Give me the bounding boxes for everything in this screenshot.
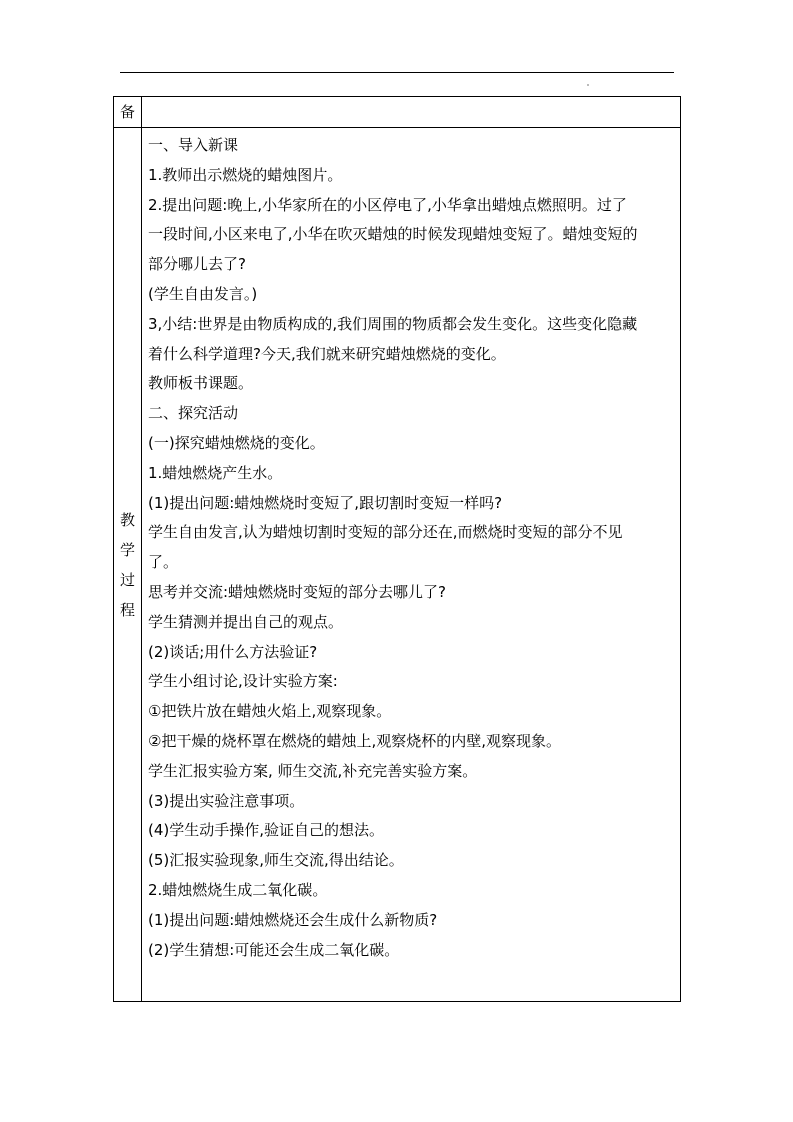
text-line: (一)探究蜡烛燃烧的变化。 — [148, 433, 325, 452]
row-label-note: 备 — [114, 97, 142, 128]
row-label-process-char: 过 — [119, 570, 135, 589]
text-line: 学生汇报实验方案, 师生交流,补充完善实验方案。 — [148, 761, 478, 780]
text-line: 2.提出问题:晚上,小华家所在的小区停电了,小华拿出蜡烛点燃照明。过了 — [148, 195, 627, 214]
text-line: 一、导入新课 — [148, 136, 239, 154]
text-line: ②把干燥的烧杯罩在燃烧的蜡烛上,观察烧杯的内壁,观察现象。 — [148, 731, 561, 750]
header-rule — [120, 72, 674, 73]
row-label-process-char: 教 — [119, 510, 135, 529]
text-line: (2)谈话;用什么方法验证? — [148, 642, 318, 661]
text-line: 1.蜡烛燃烧产生水。 — [148, 463, 283, 482]
text-line: 2.蜡烛燃烧生成二氧化碳。 — [148, 880, 328, 899]
note-content-cell — [142, 97, 681, 128]
text-line: 3,小结:世界是由物质构成的,我们周围的物质都会发生变化。这些变化隐藏 — [148, 314, 638, 333]
text-line: 学生猜测并提出自己的观点。 — [148, 612, 344, 631]
text-line: 1.教师出示燃烧的蜡烛图片。 — [148, 165, 343, 184]
text-line: (4)学生动手操作,验证自己的想法。 — [148, 821, 385, 840]
text-line: 二、探究活动 — [148, 404, 239, 423]
text-line: (学生自由发言。) — [148, 284, 258, 303]
text-line: 了。 — [148, 553, 179, 572]
header-mark — [587, 84, 589, 86]
text-line: 部分哪儿去了? — [148, 255, 246, 274]
text-line: 教师板书课题。 — [148, 374, 254, 393]
text-line: (2)学生猜想:可能还会生成二氧化碳。 — [148, 940, 400, 959]
row-label-process-char: 程 — [119, 600, 135, 619]
row-label-process — [114, 128, 142, 1002]
text-line: 一段时间,小区来电了,小华在吹灭蜡烛的时候发现蜡烛变短了。蜡烛变短的 — [148, 225, 638, 244]
table-row-process — [114, 128, 681, 1002]
process-text-block — [142, 128, 680, 965]
text-line: (5)汇报实验现象,师生交流,得出结论。 — [148, 851, 404, 870]
text-line: (3)提出实验注意事项。 — [148, 791, 305, 810]
lesson-plan-table — [113, 96, 681, 1002]
process-content-cell — [142, 128, 681, 1002]
table-row-note — [114, 97, 681, 128]
text-line: ①把铁片放在蜡烛火焰上,观察现象。 — [148, 702, 392, 721]
text-line: 着什么科学道理?今天,我们就来研究蜡烛燃烧的变化。 — [148, 344, 506, 363]
text-line: 学生小组讨论,设计实验方案: — [148, 672, 338, 691]
text-line: 学生自由发言,认为蜡烛切割时变短的部分还在,而燃烧时变短的部分不见 — [148, 523, 623, 542]
text-line: 思考并交流:蜡烛燃烧时变短的部分去哪儿了? — [148, 582, 447, 601]
row-label-process-char: 学 — [119, 540, 135, 559]
text-line: (1)提出问题:蜡烛燃烧还会生成什么新物质? — [148, 910, 438, 929]
text-line: (1)提出问题:蜡烛燃烧时变短了,跟切割时变短一样吗? — [148, 493, 503, 512]
